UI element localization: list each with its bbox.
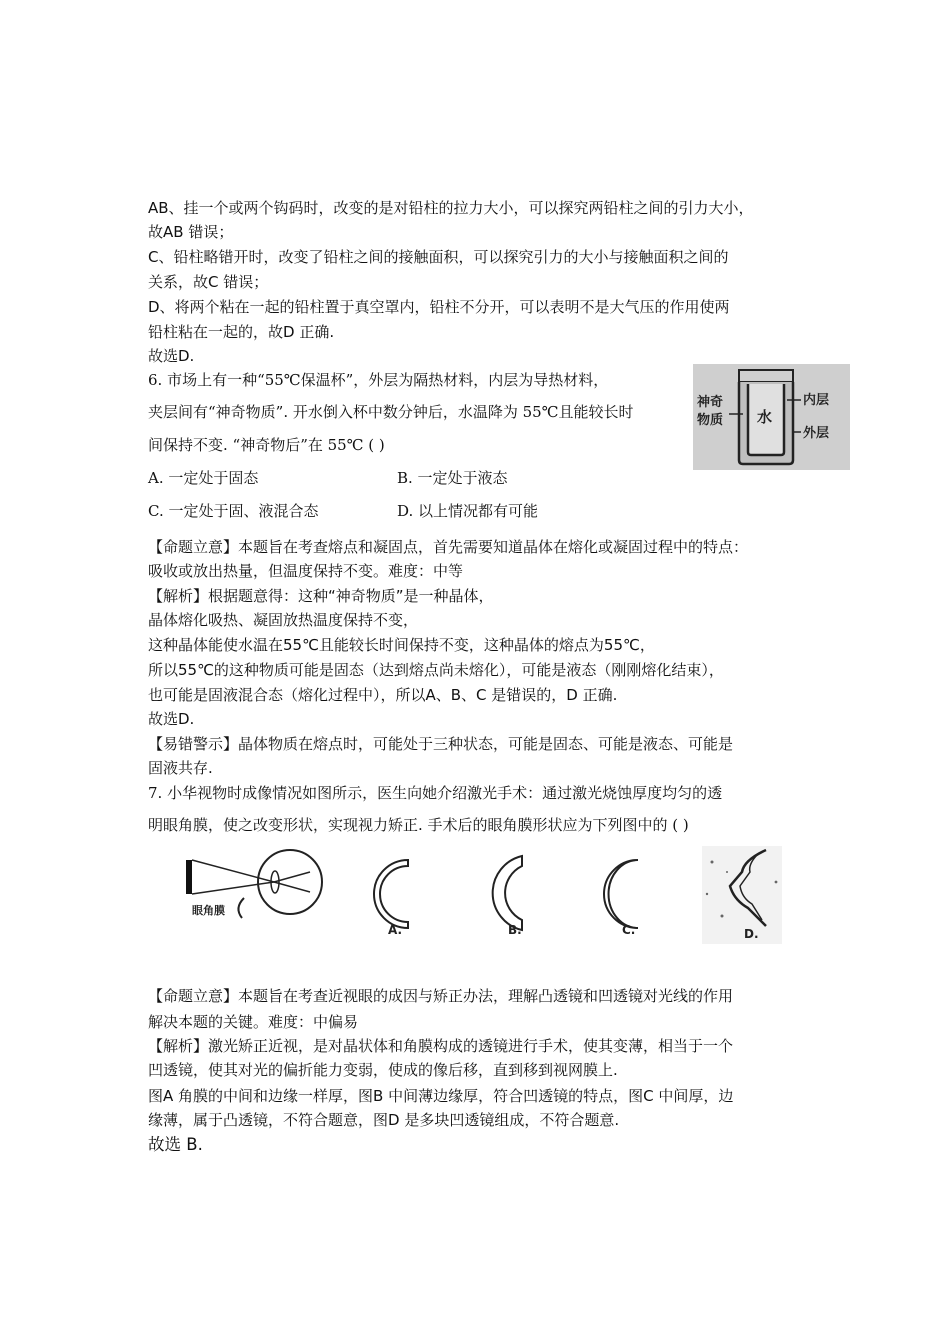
q6-stem-line1: 6. 市场上有一种“55℃保温杯”，外层为隔热材料，内层为导热材料， bbox=[148, 371, 609, 389]
q6-analysis-line3: 这种晶体能使水温在55℃且能较长时间保持不变，这种晶体的熔点为55℃， bbox=[148, 636, 655, 654]
q6-warning-line2: 固液共存. bbox=[148, 759, 213, 777]
cornea-option-b bbox=[493, 856, 522, 930]
q6-stem-line3: 间保持不变. “神奇物后”在 55℃ ( ) bbox=[148, 436, 385, 454]
cornea-option-b-label: B. bbox=[508, 923, 522, 937]
q6-intent-line1: 【命题立意】本题旨在考查熔点和凝固点，首先需要知道晶体在熔化或凝固过程中的特点： bbox=[148, 538, 749, 556]
cornea-label: 眼角膜 bbox=[192, 904, 225, 917]
q6-answer: 故选D. bbox=[148, 710, 195, 728]
eye-diagram bbox=[186, 850, 322, 918]
q6-analysis-line4: 所以55℃的这种物质可能是固态（达到熔点尚未熔化），可能是液态（刚刚熔化结束）， bbox=[148, 661, 724, 679]
q7-analysis-line3: 图A 角膜的中间和边缘一样厚，图B 中间薄边缘厚，符合凹透镜的特点，图C 中间厚，边 bbox=[148, 1087, 734, 1105]
q6-intent-line2: 吸收或放出热量，但温度保持不变。难度：中等 bbox=[148, 562, 464, 580]
q6-option-b: B. 一定处于液态 bbox=[397, 469, 508, 487]
q6-analysis-line1: 【解析】根据题意得：这种“神奇物质”是一种晶体， bbox=[148, 587, 494, 605]
q7-stem-line1: 7. 小华视物时成像情况如图所示，医生向她介绍激光手术：通过激光烧蚀厚度均匀的透 bbox=[148, 784, 723, 802]
cornea-option-d bbox=[702, 846, 782, 944]
cornea-option-c bbox=[604, 860, 638, 928]
q7-analysis-line2: 凹透镜，使其对光的偏折能力变弱，使成的像后移，直到移到视网膜上. bbox=[148, 1061, 618, 1079]
prev-analysis-d-line1: D、将两个粘在一起的铅柱置于真空罩内，铅柱不分开，可以表明不是大气压的作用使两 bbox=[148, 298, 730, 316]
q7-analysis-line1: 【解析】激光矫正近视，是对晶状体和角膜构成的透镜进行手术，使其变薄，相当于一个 bbox=[148, 1037, 734, 1055]
thermos-label-outer: 外层 bbox=[803, 426, 830, 441]
cornea-option-a bbox=[374, 860, 408, 928]
thermos-label-inner: 内层 bbox=[803, 393, 830, 408]
thermos-label-water: 水 bbox=[757, 408, 773, 426]
q6-option-d: D. 以上情况都有可能 bbox=[397, 502, 539, 520]
prev-analysis-c-line1: C、铅柱略错开时，改变了铅柱之间的接触面积，可以探究引力的大小与接触面积之间的 bbox=[148, 248, 729, 266]
thermos-label-magic-1: 神奇 bbox=[697, 395, 724, 410]
q6-warning-line1: 【易错警示】晶体物质在熔点时，可能处于三种状态，可能是固态、可能是液态、可能是 bbox=[148, 735, 734, 753]
prev-answer: 故选D. bbox=[148, 347, 195, 365]
prev-analysis-ab-line1: AB、挂一个或两个钩码时，改变的是对铅柱的拉力大小，可以探究两铅柱之间的引力大小， bbox=[148, 199, 754, 217]
prev-analysis-ab-line2: 故AB 错误； bbox=[148, 223, 234, 241]
q7-intent-line2: 解决本题的关键。难度：中偏易 bbox=[148, 1013, 359, 1031]
prev-analysis-c-line2: 关系，故C 错误； bbox=[148, 273, 269, 291]
cornea-option-d-label: D. bbox=[744, 927, 759, 941]
q7-stem-line2: 明眼角膜，使之改变形状，实现视力矫正. 手术后的眼角膜形状应为下列图中的 ( ) bbox=[148, 816, 689, 834]
thermos-label-magic-2: 物质 bbox=[697, 413, 724, 428]
cornea-figure bbox=[182, 842, 782, 947]
q7-intent-line1: 【命题立意】本题旨在考查近视眼的成因与矫正办法，理解凸透镜和凹透镜对光线的作用 bbox=[148, 987, 734, 1005]
thermos-figure bbox=[693, 364, 850, 470]
cornea-option-a-label: A. bbox=[388, 923, 403, 937]
cornea-option-c-label: C. bbox=[622, 923, 636, 937]
q6-analysis-line2: 晶体熔化吸热、凝固放热温度保持不变， bbox=[148, 611, 419, 629]
q6-option-a: A. 一定处于固态 bbox=[148, 469, 259, 487]
q7-answer: 故选 B. bbox=[148, 1135, 203, 1154]
q6-analysis-line5: 也可能是固液混合态（熔化过程中），所以A、B、C 是错误的，D 正确. bbox=[148, 686, 618, 704]
q6-stem-line2: 夹层间有“神奇物质”. 开水倒入杯中数分钟后，水温降为 55℃且能较长时 bbox=[148, 403, 634, 421]
q6-option-c: C. 一定处于固、液混合态 bbox=[148, 502, 319, 520]
prev-analysis-d-line2: 铅柱粘在一起的，故D 正确. bbox=[148, 323, 335, 341]
q7-analysis-line4: 缘薄，属于凸透镜，不符合题意，图D 是多块凹透镜组成，不符合题意. bbox=[148, 1111, 620, 1129]
